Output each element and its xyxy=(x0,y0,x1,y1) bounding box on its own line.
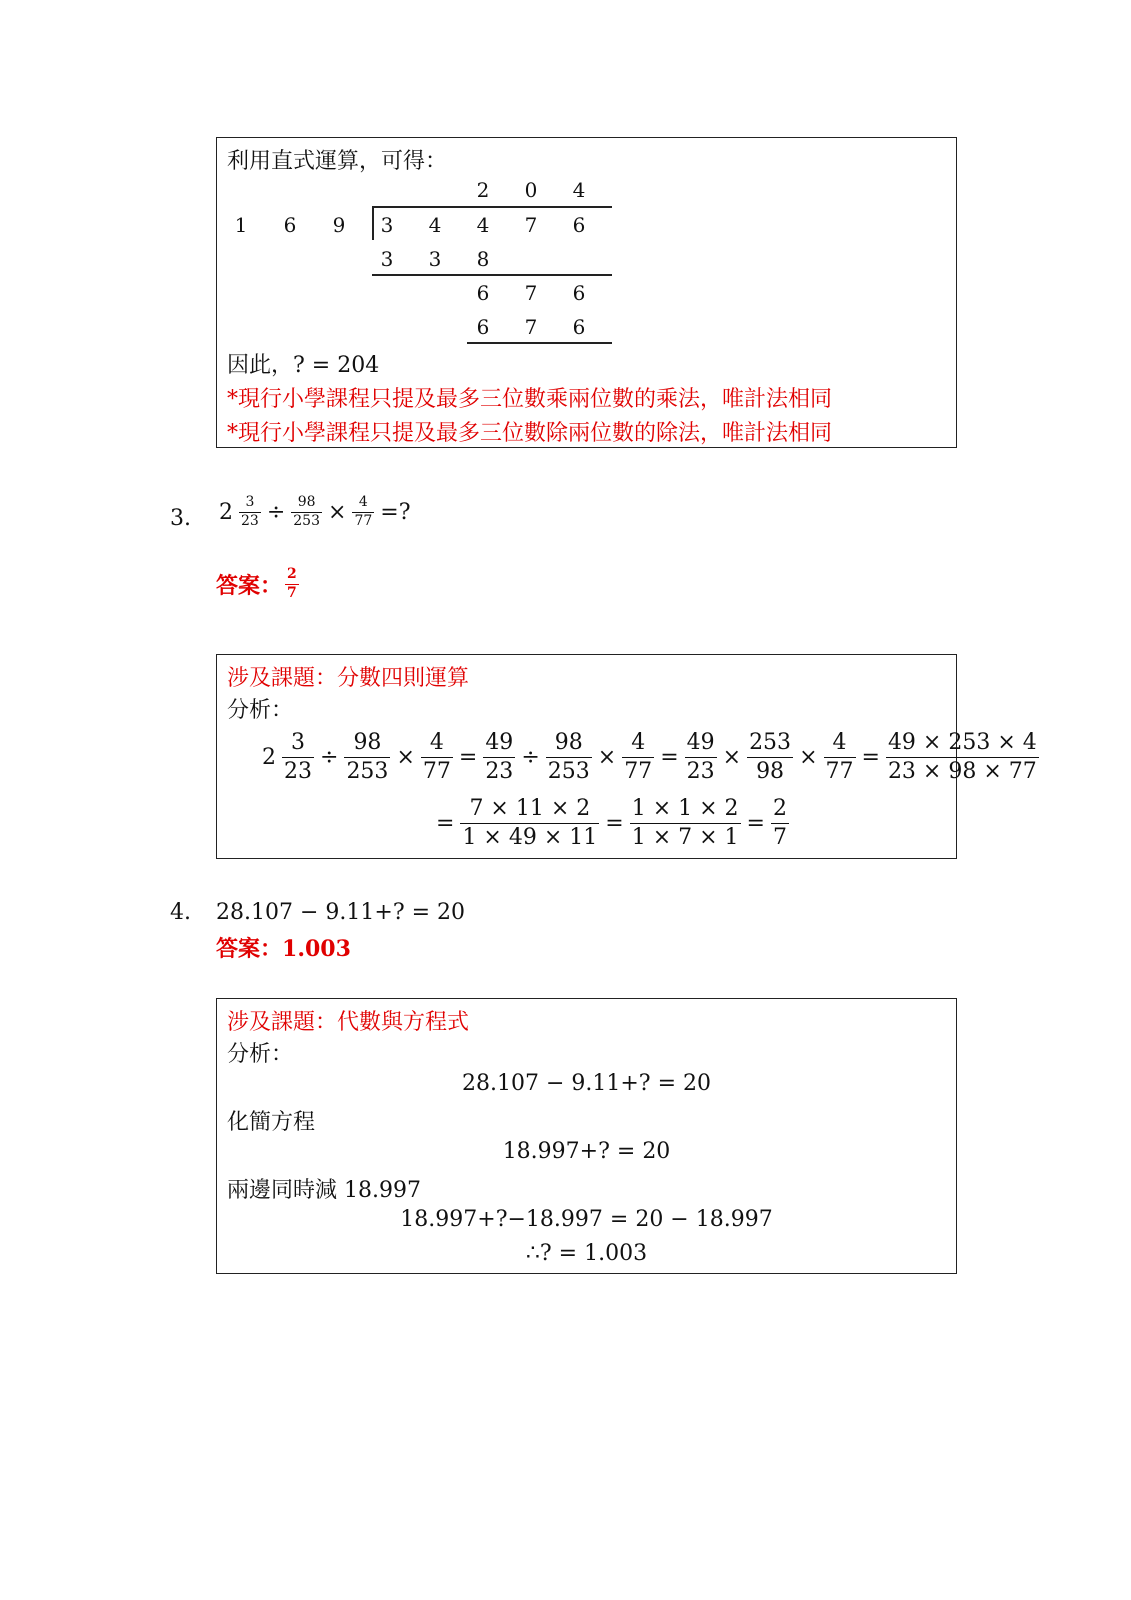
curriculum-note: *現行小學課程只提及最多三位數除兩位數的除法，唯計法相同 xyxy=(227,421,833,446)
long-division-box xyxy=(216,137,957,448)
fraction: $\frac{4}{77}$ xyxy=(825,730,854,784)
analysis-label: 分析： xyxy=(227,1042,294,1067)
fraction: $\frac{1 \times 1 \times 2}{1 \times 7 \times 1}$ xyxy=(631,796,739,850)
fraction: $\frac{3}{23}$ xyxy=(241,494,259,529)
divide-sign: ÷ xyxy=(266,499,286,525)
division-bracket xyxy=(372,206,374,240)
equals-sign: = xyxy=(861,744,880,770)
fraction: $\frac{98}{253}$ xyxy=(293,494,320,529)
dividend-digit: 7 xyxy=(524,213,538,237)
curriculum-note: *現行小學課程只提及最多三位數乘兩位數的乘法，唯計法相同 xyxy=(227,387,833,412)
divide-sign: ÷ xyxy=(521,744,540,770)
equation-result: ∴? = 1.003 xyxy=(525,1241,648,1266)
step-digit: 6 xyxy=(572,315,586,339)
fraction: $\frac{49}{23}$ xyxy=(485,730,514,784)
dividend-digit: 3 xyxy=(380,213,394,237)
fraction-working-line-2 xyxy=(433,795,792,852)
mixed-whole: 2 xyxy=(219,499,233,525)
fraction-analysis-box xyxy=(216,654,1037,859)
equals-sign: = xyxy=(436,810,455,836)
question-number: 3. xyxy=(170,506,191,531)
step-digit: 3 xyxy=(380,247,394,271)
times-sign: × xyxy=(597,744,617,770)
topic-title: 涉及課題：代數與方程式 xyxy=(227,1010,470,1035)
step-label: 化簡方程 xyxy=(227,1110,316,1135)
division-intro: 利用直式運算，可得： xyxy=(227,149,448,174)
equals-question: =? xyxy=(380,499,411,525)
times-sign: × xyxy=(328,499,347,525)
equation: 28.107 − 9.11+? = 20 xyxy=(461,1071,712,1096)
answer-value: 1.003 xyxy=(282,936,351,962)
division-line xyxy=(467,342,612,344)
quotient-digit: 4 xyxy=(572,178,586,202)
equals-sign: = xyxy=(605,810,624,836)
fraction: $\frac{98}{253}$ xyxy=(346,730,389,784)
mixed-whole: 2 xyxy=(262,744,276,770)
step-digit: 7 xyxy=(524,281,538,305)
fraction: $\frac{4}{77}$ xyxy=(624,730,653,784)
question-3-expression xyxy=(216,494,414,531)
answer-label: 答案： xyxy=(216,572,283,599)
answer-fraction: $\frac{2}{7}$ xyxy=(287,566,297,601)
topic-title: 涉及課題：分數四則運算 xyxy=(227,666,470,691)
divisor-digit: 9 xyxy=(332,213,346,237)
quotient-digit: 2 xyxy=(476,178,490,202)
step-digit: 6 xyxy=(476,281,490,305)
divisor-digit: 1 xyxy=(234,213,248,237)
equation: 18.997+?−18.997 = 20 − 18.997 xyxy=(400,1207,773,1232)
fraction: $\frac{3}{23}$ xyxy=(284,730,312,784)
fraction: $\frac{4}{77}$ xyxy=(422,730,451,784)
step-digit: 8 xyxy=(476,247,490,271)
algebra-analysis-box xyxy=(216,998,957,1274)
equals-sign: = xyxy=(660,744,679,770)
dividend-digit: 6 xyxy=(572,213,586,237)
times-sign: × xyxy=(799,744,818,770)
fraction: $\frac{49}{23}$ xyxy=(686,730,715,784)
question-4-expression: 28.107 − 9.11+? = 20 xyxy=(216,900,466,925)
question-number: 4. xyxy=(170,900,191,925)
analysis-label: 分析： xyxy=(227,698,294,723)
step-digit: 6 xyxy=(572,281,586,305)
step-label: 兩邊同時減 18.997 xyxy=(227,1178,421,1203)
division-line xyxy=(372,274,612,276)
answer-label: 答案： xyxy=(216,936,283,962)
answer-3 xyxy=(216,566,302,603)
fraction: $\frac{2}{7}$ xyxy=(772,796,787,850)
fraction: $\frac{98}{253}$ xyxy=(547,730,590,784)
times-sign: × xyxy=(396,744,415,770)
division-top-line xyxy=(372,206,612,208)
equation: 18.997+? = 20 xyxy=(502,1139,671,1164)
fraction: $\frac{253}{98}$ xyxy=(749,730,792,784)
answer-4 xyxy=(216,932,351,963)
fraction: $\frac{4}{77}$ xyxy=(354,494,373,529)
fraction-working-line-1 xyxy=(259,729,1042,786)
equals-sign: = xyxy=(458,744,478,770)
division-conclusion: 因此，? = 204 xyxy=(227,353,380,378)
step-digit: 3 xyxy=(428,247,442,271)
equals-sign: = xyxy=(746,810,765,836)
quotient-digit: 0 xyxy=(524,178,538,202)
dividend-digit: 4 xyxy=(476,213,490,237)
dividend-digit: 4 xyxy=(428,213,442,237)
step-digit: 6 xyxy=(476,315,490,339)
fraction: $\frac{49 \times 253 \times 4}{23 \times 98 \times 77}$ xyxy=(887,730,1037,784)
divisor-digit: 6 xyxy=(283,213,297,237)
fraction: $\frac{7 \times 11 \times 2}{1 \times 49 \times 11}$ xyxy=(462,796,598,850)
step-digit: 7 xyxy=(524,315,538,339)
divide-sign: ÷ xyxy=(320,744,339,770)
times-sign: × xyxy=(722,744,742,770)
